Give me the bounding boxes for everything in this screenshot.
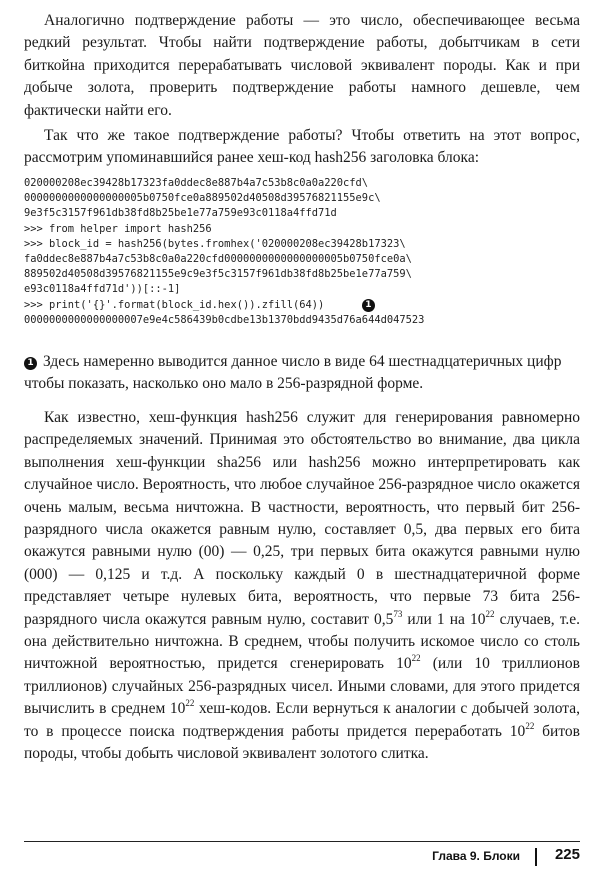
text-run: (или 10 триллионов триллионов) случайных 256-разрядных чисел. Иными словами, для этого придется вычислить в среднем 10 [24, 655, 580, 718]
paragraph-pow-question: Так что же такое подтверждение работы? Чтобы ответить на этот вопрос, рассмотрим упоминавшийся ранее хеш-код hash256 заголовка блока: [24, 127, 580, 167]
code-line: 020000208ec39428b17323fa0ddec8e887b4a7c53b8c0a0a220cfd\ [24, 177, 369, 189]
superscript: 73 [393, 608, 403, 619]
superscript: 22 [411, 653, 421, 664]
superscript: 22 [185, 698, 195, 709]
code-block [24, 176, 580, 328]
page-number: 225 [554, 846, 580, 863]
code-line: fa0ddec8e887b4a7c53b8c0a0a220cfd0000000000000000005b0750fce0a\ [24, 253, 412, 266]
paragraph-pow-analogy: Аналогично подтверждение работы — это число, обеспечивающее весьма редкий результат. Чтобы найти подтверждение работы, добытчикам в сети биткойна приходится перерабатывать числовой эквивалент породы. Как и при добыче золота, проверить подтверждение работы намного дешевле, чем фактически найти его. [24, 12, 580, 119]
superscript: 22 [485, 608, 495, 619]
text-run: хеш-кодов. Если вернуться к аналогии с добычей золота, то в процессе поиска подтверждения работы придется переработать 10 [24, 700, 580, 740]
callout-note-text: Здесь намеренно выводится данное число в виде 64 шестнадцатеричных цифр чтобы показать, насколько оно мало в 256-разрядной форме. [24, 353, 562, 393]
code-line: 0000000000000000007e9e4c586439b0cdbe13b1370bdd9435d76a644d047523 [24, 313, 425, 326]
paragraph-hash-probability [24, 407, 580, 766]
callout-note [24, 351, 580, 396]
running-footer-chapter: Глава 9. Блоки [432, 849, 520, 863]
code-line: 0000000000000000005b0750fce0a889502d40508d39576821155e9c\ [24, 192, 381, 205]
footer-separator [535, 848, 537, 866]
text-run: или 1 на 10 [402, 610, 486, 628]
superscript: 22 [525, 720, 535, 731]
code-line: >>> from helper import hash256 [24, 222, 212, 235]
callout-marker-icon: 1 [24, 357, 37, 370]
code-line: 889502d40508d39576821155e9c9e3f5c3157f961db38fd8b25be1e77a759\ [24, 268, 412, 281]
text-run: Как известно, хеш-функция hash256 служит для генерирования равномерно распределяемых значений. Принимая это обстоятельство во внимание, два цикла выполнения хеш-функции sha256 или hash256 можно интерпретировать как случайное число. Вероятность, что любое случайное 256-разрядное число окажется очень малым, весьма ничтожна. В частности, вероятность, что первый бит 256-разрядного числа окажется равным нулю, составляет 0,5, два первых его бита окажутся равными нулю (00) — 0,25, три первых бита окажутся равными нулю (000) — 0,125 и т.д. А поскольку каждый 0 в шестнадцатеричной форме представляет четыре нулевых бита, вероятность, что первые 73 бита 256-разрядного числа окажутся равным нулю, составит 0,5 [24, 409, 580, 628]
code-line: >>> print('{}'.format(block_id.hex()).zfill(64)) [24, 298, 325, 311]
text-run: случаев, т.е. она действительно ничтожна. В среднем, чтобы получить искомое число со столь ничтожной вероятностью, придется сгенерировать 10 [24, 610, 581, 673]
footer-divider [24, 841, 580, 842]
code-line: >>> block_id = hash256(bytes.fromhex('020000208ec39428b17323\ [24, 237, 406, 250]
code-line: 9e3f5c3157f961db38fd8b25be1e77a759e93c0118a4ffd71d [24, 207, 337, 220]
code-line-with-callout [24, 298, 580, 313]
text-run: битов породы, чтобы добыть числовой эквивалент золотого слитка. [24, 722, 580, 763]
callout-marker-icon: 1 [362, 299, 375, 312]
code-line: e93c0118a4ffd71d'))[::-1] [24, 283, 181, 296]
